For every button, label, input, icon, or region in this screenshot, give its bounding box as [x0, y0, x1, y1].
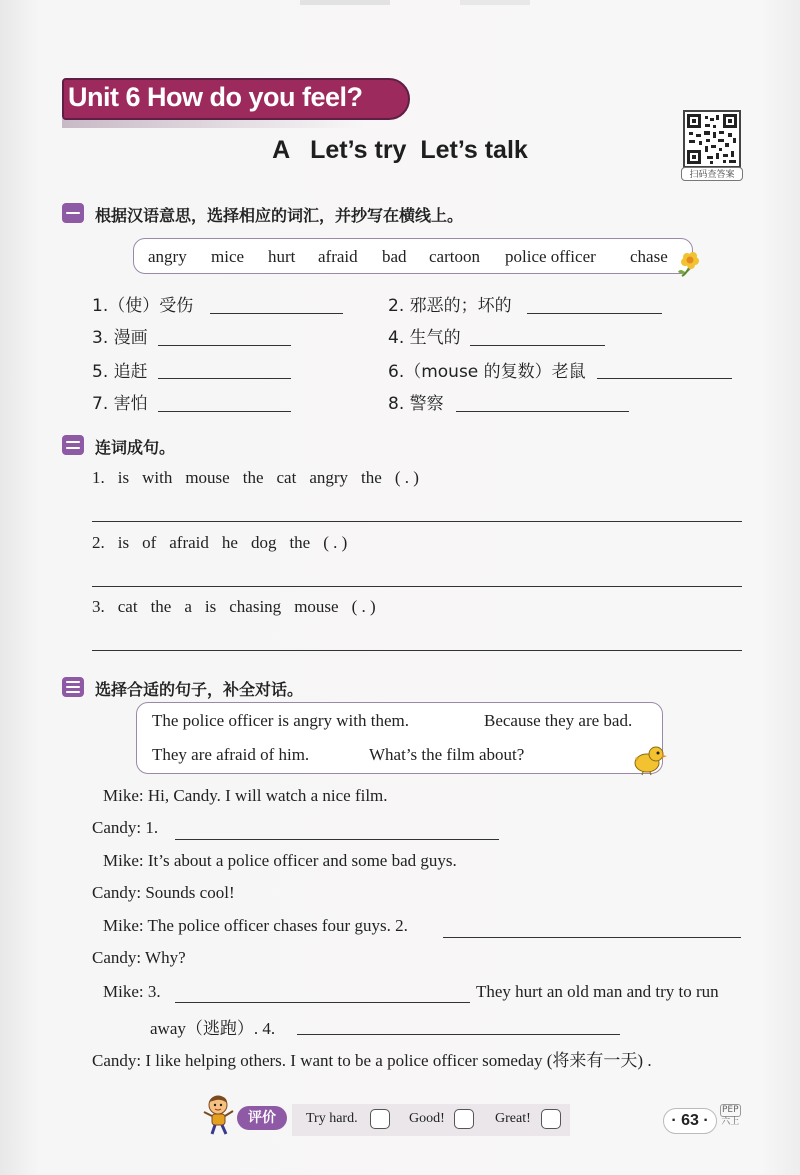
answer-line[interactable]	[443, 937, 741, 938]
edition-label	[720, 1104, 741, 1128]
vocab-item: 2. 邪恶的；坏的	[388, 296, 512, 316]
section-two-title: 连词成句。	[95, 438, 176, 457]
vocab-item: 5. 追赶	[92, 362, 148, 382]
rating-label: Great!	[495, 1111, 531, 1126]
page-number: · 63 ·	[663, 1108, 717, 1134]
answer-line[interactable]	[158, 345, 291, 346]
rating-label: Try hard.	[306, 1111, 358, 1126]
qr-caption: 扫码查答案	[681, 167, 743, 181]
evaluation-badge: 评价	[237, 1106, 287, 1130]
section-one-title: 根据汉语意思，选择相应的词汇，并抄写在横线上。	[95, 206, 464, 225]
dialogue-line: Candy: I like helping others. I want to be a police officer someday (将来有一天) .	[92, 1051, 652, 1070]
scrambled-sentence: 2. is of afraid he dog the ( . )	[92, 533, 348, 552]
word-bank-item: police officer	[505, 247, 596, 266]
dialogue-line: Candy: Sounds cool!	[92, 883, 235, 902]
rating-checkbox[interactable]	[454, 1109, 474, 1129]
sentence-option: The police officer is angry with them.	[152, 711, 409, 730]
dialogue-line: Mike: It’s about a police officer and some bad guys.	[103, 851, 457, 870]
dialogue-line: Mike: Hi, Candy. I will watch a nice film.	[103, 786, 388, 805]
answer-line[interactable]	[527, 313, 662, 314]
lesson-title: A Let’s try Let’s talk	[272, 136, 528, 164]
qr-code-icon[interactable]	[683, 110, 741, 168]
top-edge-mark	[300, 0, 390, 5]
edition-top: PEP	[722, 1105, 739, 1115]
top-edge-mark	[460, 0, 530, 5]
answer-line[interactable]	[470, 345, 605, 346]
rating-checkbox[interactable]	[370, 1109, 390, 1129]
dialogue-line: away（逃跑）. 4.	[150, 1019, 276, 1038]
flower-icon	[676, 248, 706, 278]
word-bank-item: chase	[630, 247, 668, 266]
rating-label: Good!	[409, 1111, 445, 1126]
answer-line[interactable]	[210, 313, 343, 314]
answer-line[interactable]	[175, 839, 499, 840]
section-two-icon	[62, 435, 84, 455]
word-bank-item: angry	[148, 247, 187, 266]
vocab-item: 6.（mouse 的复数）老鼠	[388, 362, 586, 382]
vocab-item: 3. 漫画	[92, 328, 148, 348]
sentence-option: What’s the film about?	[369, 745, 525, 764]
scrambled-sentence: 1. is with mouse the cat angry the ( . )	[92, 468, 419, 487]
dialogue-line: Mike: The police officer chases four guys. 2.	[103, 916, 408, 935]
vocab-item: 8. 警察	[388, 394, 444, 414]
unit-title: Unit 6 How do you feel?	[68, 82, 363, 112]
answer-line[interactable]	[175, 1002, 470, 1003]
dialogue-line: Mike: 3.	[103, 982, 161, 1001]
rating-checkbox[interactable]	[541, 1109, 561, 1129]
vocab-item: 1.（使）受伤	[92, 296, 194, 316]
answer-line[interactable]	[597, 378, 732, 379]
answer-line[interactable]	[92, 521, 742, 522]
scrambled-sentence: 3. cat the a is chasing mouse ( . )	[92, 597, 376, 616]
mascot-icon	[200, 1094, 238, 1136]
word-bank-item: bad	[382, 247, 407, 266]
sentence-option: Because they are bad.	[484, 711, 633, 730]
section-one-icon	[62, 203, 84, 223]
section-three-icon	[62, 677, 84, 697]
edition-bottom: 六上	[721, 1117, 740, 1127]
dialogue-line: They hurt an old man and try to run	[476, 982, 719, 1001]
vocab-item: 4. 生气的	[388, 328, 461, 348]
section-three-title: 选择合适的句子，补全对话。	[95, 680, 304, 699]
answer-line[interactable]	[158, 411, 291, 412]
answer-line[interactable]	[92, 586, 742, 587]
dialogue-line: Candy: Why?	[92, 948, 186, 967]
answer-line[interactable]	[456, 411, 629, 412]
dialogue-line: Candy: 1.	[92, 818, 159, 837]
answer-line[interactable]	[92, 650, 742, 651]
word-bank-item: mice	[211, 247, 245, 266]
word-bank-item: hurt	[268, 247, 296, 266]
vocab-item: 7. 害怕	[92, 394, 148, 414]
answer-line[interactable]	[297, 1034, 620, 1035]
word-bank-item: afraid	[318, 247, 358, 266]
sentence-option: They are afraid of him.	[152, 745, 310, 764]
bird-icon	[631, 744, 667, 776]
word-bank-item: cartoon	[429, 247, 480, 266]
answer-line[interactable]	[158, 378, 291, 379]
